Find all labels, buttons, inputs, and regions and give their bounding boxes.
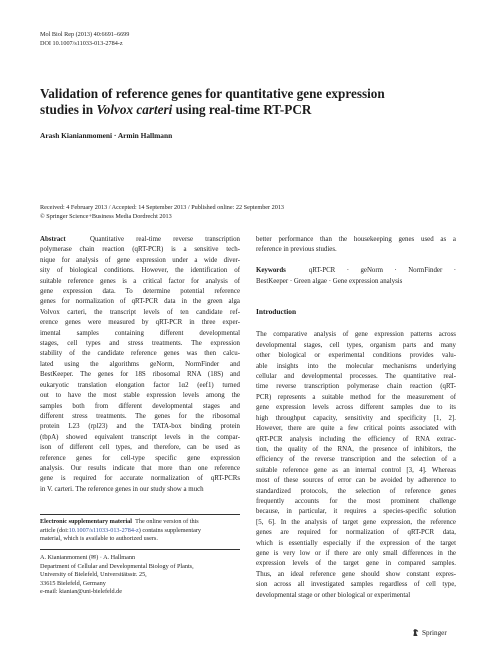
esm-line: material, which is available to authorized users.: [40, 535, 158, 543]
author-list: Arash Kianianmomeni · Armin Hallmann: [40, 131, 173, 140]
abstract-line: BestKeeper. The genes for 18S ribosomal RNA (18S) and: [40, 371, 240, 379]
title-text-end: using real-time RT-PCR: [172, 102, 312, 117]
city: 33615 Bielefeld, Germany: [40, 579, 106, 587]
abstract-line: polymerase chain reaction (qRT-PCR) is a sensitive tech-: [40, 246, 240, 254]
abstract-line: Abstract Quantitative real-time reverse transcription: [40, 236, 240, 243]
abstract-continued-line: better performance than the housekeeping genes used as a: [256, 236, 456, 243]
keywords-line: BestKeeper · Green algae · Gene expression analysis: [256, 277, 403, 285]
abstract-line: Volvox carteri, the transcript levels of ten candidate ref-: [40, 308, 240, 316]
spacer: [256, 317, 456, 330]
publication-dates: [40, 204, 460, 221]
esm-heading: Electronic supplementary material: [40, 518, 132, 525]
introduction-line: developmental stages, cell types, organism parts and many: [256, 341, 456, 349]
introduction-line: frequently accounts for the most prominent challenge: [256, 497, 456, 505]
introduction-line: efficiency of the reverse transcription and the selection of a: [256, 456, 456, 464]
history-dates: Received: 4 February 2013 / Accepted: 14 September 2013 / Published online: 22 September 2013: [40, 204, 285, 211]
doi: DOI 10.1007/s11033-013-2784-z: [40, 40, 123, 47]
esm-line: Electronic supplementary material The online version of this: [40, 518, 199, 525]
affiliation-divider: [40, 549, 240, 550]
affiliation-block: [40, 554, 240, 597]
journal-citation: Mol Biol Rep (2013) 40:6691–6699: [40, 31, 130, 38]
copyright: © Springer Science+Business Media Dordrecht 2013: [40, 212, 172, 220]
introduction-line: tion, the quality of the RNA, the presence of inhibitors, the: [256, 445, 456, 453]
title-line-2: [40, 102, 460, 118]
introduction-line: expression levels of the target gene in compared samples.: [256, 560, 456, 568]
introduction-line: However, there are quite a few critical points associated with: [256, 425, 456, 433]
abstract-line: nique for analysis of gene expression under a wide diver-: [40, 256, 240, 264]
paper-title: [40, 86, 460, 118]
abstract-body: [40, 245, 240, 495]
doi-link[interactable]: 10.1007/s11033-013-2784-z: [68, 526, 139, 534]
spacer: [256, 256, 456, 266]
introduction-line: gene expression levels across different samples due to its: [256, 404, 456, 412]
abstract-line: sity of biological conditions. However, the identification of: [40, 267, 240, 275]
esm-line: article (doi:10.1007/s11033-013-2784-z) contains supplementary: [40, 526, 201, 534]
introduction-line: other biological or experimental conditions provides valu-: [256, 352, 456, 360]
abstract-line: gene is required for accurate normalization of qRT-PCRs: [40, 475, 240, 483]
introduction-line: time reverse transcription polymerase chain reaction (qRT-: [256, 383, 456, 391]
introduction-line: most of these sources of error can be avoided by adherence to: [256, 477, 456, 485]
university: University of Bielefeld, Universitätsstr. 25,: [40, 571, 147, 579]
title-species: Volvox carteri: [96, 102, 173, 117]
introduction-line: which is essentially especially if the expression of the target: [256, 539, 456, 547]
keywords-text: qRT-PCR · geNorm · NormFinder ·: [308, 267, 456, 275]
abstract-line: erence genes were measured by qRT-PCR in three exper-: [40, 319, 240, 327]
abstract-column: [40, 235, 240, 495]
abstract-line: stability of the candidate reference genes was then calcu-: [40, 350, 240, 358]
abstract-line: gene expression data. To determine potential reference: [40, 288, 240, 296]
abstract-line: stages, cell types and stress treatments. The expression: [40, 340, 240, 348]
introduction-line: The comparative analysis of gene expression patterns across: [256, 331, 456, 339]
abstract-line: lated using the algorithms geNorm, NormFinder and: [40, 360, 240, 368]
introduction-line: standardized protocols, the selection of reference genes: [256, 487, 456, 495]
abstract-line: reference genes for cell-type specific gene expression: [40, 454, 240, 462]
abstract-continued-line: reference in previous studies.: [256, 246, 337, 254]
author-names: A. Kianianmomeni (✉) · A. Hallmann: [40, 554, 136, 561]
abstract-line: genes for normalization of qRT-PCR data in the green alga: [40, 298, 240, 306]
footnote-divider: [40, 514, 240, 515]
keywords-line: [256, 266, 456, 276]
introduction-body: [256, 330, 456, 601]
springer-horse-icon: [412, 628, 419, 637]
introduction-line: PCR) represents a suitable method for the measurement of: [256, 393, 456, 401]
introduction-heading: Introduction: [256, 307, 297, 317]
introduction-line: suitable reference gene as an internal control [3, 4]. Whereas: [256, 466, 456, 474]
abstract-line: protein L23 (rpl23) and the TATA-box binding protein: [40, 423, 240, 431]
supplementary-note: [40, 518, 240, 544]
abstract-line: suitable reference genes is a critical factor for analysis of: [40, 277, 240, 285]
introduction-line: gene is very low or if there are only small differences in the: [256, 549, 456, 557]
introduction-line: qRT-PCR analysis including the efficiency of RNA extrac-: [256, 435, 456, 443]
introduction-line: because, in particular, it requires a species-specific solution: [256, 508, 456, 516]
right-column: [256, 235, 456, 601]
introduction-line: sion across all investigated samples regardless of cell type,: [256, 581, 456, 589]
email[interactable]: e-mail: kianian@uni-bielefeld.de: [40, 588, 122, 596]
introduction-line: Thus, an ideal reference gene should show constant expres-: [256, 570, 456, 578]
introduction-line: able insights into the molecular mechanisms underlying: [256, 362, 456, 370]
introduction-line: genes are required for normalization of qRT-PCR data,: [256, 529, 456, 537]
abstract-line: different stress treatments. The genes for the ribosomal: [40, 412, 240, 420]
spacer: [256, 287, 456, 307]
introduction-line: developmental stage or other biological or experimental: [256, 591, 411, 599]
abstract-line: samples both from different developmental stages and: [40, 402, 240, 410]
publisher-name: Springer: [422, 628, 447, 637]
abstract-heading: Abstract: [40, 236, 66, 243]
introduction-line: [5, 6]. In the analysis of target gene expression, the reference: [256, 518, 456, 526]
abstract-line: analysis. Our results indicate that more than one reference: [40, 464, 240, 472]
publisher-footer: [412, 628, 447, 637]
introduction-line: high throughput capacity, sensitivity and specificity [1, 2].: [256, 414, 456, 422]
abstract-line: out to have the most stable expression levels among the: [40, 392, 240, 400]
abstract-line: eukaryotic translation elongation factor 1α2 (eef1) turned: [40, 381, 240, 389]
abstract-line: imental samples containing different developmental: [40, 329, 240, 337]
title-text: studies in: [40, 102, 97, 117]
abstract-line: ison of different cell types, and therefore, can be used as: [40, 444, 240, 452]
keywords-heading: Keywords: [256, 267, 286, 275]
abstract-line: in V. carteri. The reference genes in our study show a much: [40, 485, 204, 493]
abstract-line: (tbpA) showed equivalent transcript levels in the compar-: [40, 433, 240, 441]
journal-header: [40, 30, 340, 48]
department: Department of Cellular and Developmental Biology of Plants,: [40, 562, 194, 570]
introduction-line: cellular and developmental processes. The quantitative real-: [256, 373, 456, 381]
title-line-1: Validation of reference genes for quantitative gene expression: [40, 86, 385, 101]
